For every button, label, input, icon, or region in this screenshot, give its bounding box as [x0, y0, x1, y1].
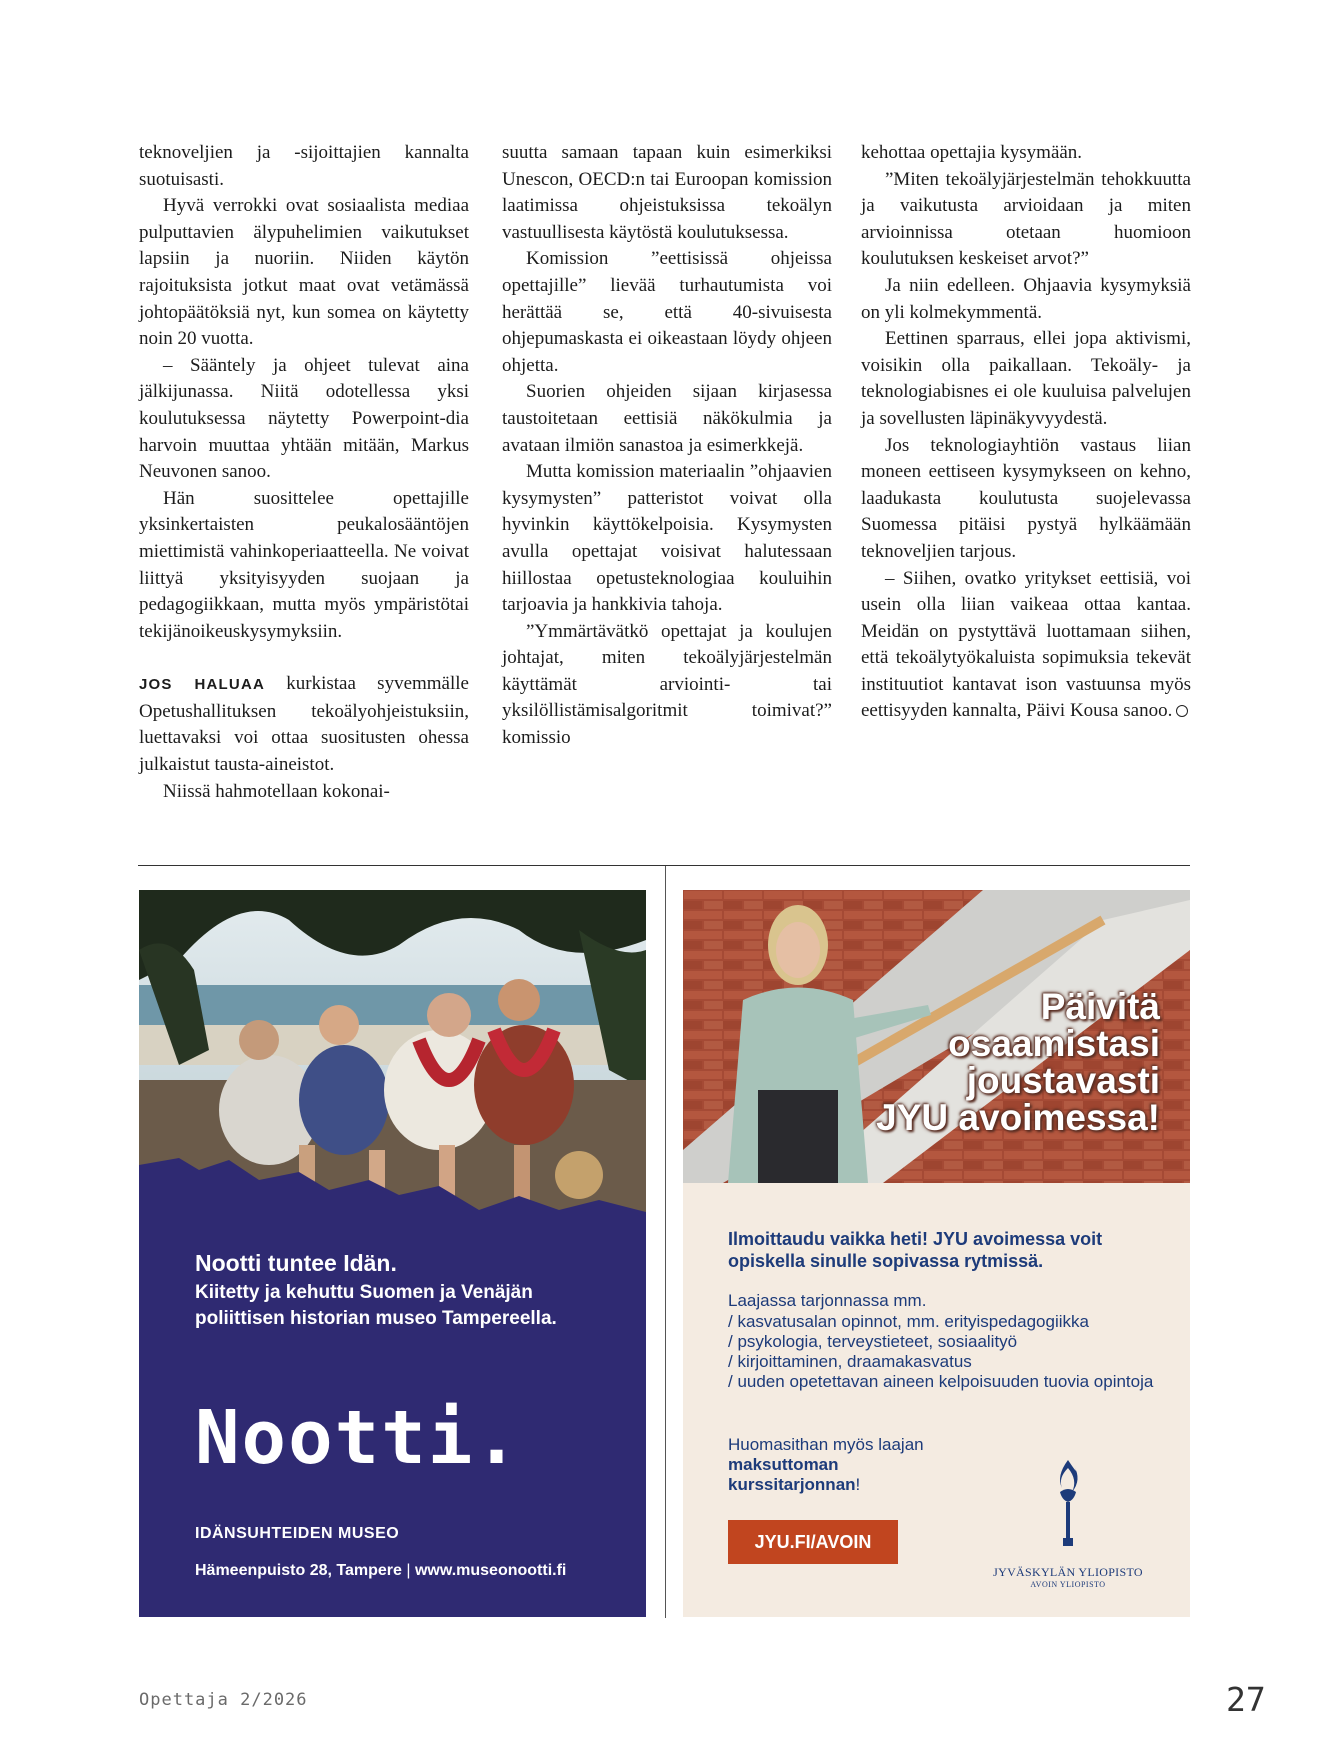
section-lead-caps: JOS HALUAA	[139, 676, 266, 694]
vertical-divider	[665, 866, 666, 1618]
paragraph: Hän suosittelee opettajille yksinkertaisten peukalosääntöjen miettimistä vahinkoperiaatteella. Ne voivat liittyä yksityisyyden suojaan ja pedagogiikkaan, mutta myös ympäristötai tekijänoikeuskysymyksiin.	[139, 487, 469, 642]
separator: |	[406, 1562, 415, 1579]
ad-photo-men-on-beach	[139, 890, 646, 1225]
nootti-museum-name: IDÄNSUHTEIDEN MUSEO	[195, 1525, 400, 1542]
list-item: / psykologia, terveystieteet, sosiaalityö	[728, 1332, 1018, 1351]
jyu-headline-line: JYU avoimessa!	[876, 1097, 1160, 1138]
jyu-link-button[interactable]: JYU.FI/AVOIN	[728, 1520, 898, 1564]
list-item: / uuden opetettavan aineen kelpoisuuden tuovia opintoja	[728, 1372, 1154, 1391]
nootti-subline: Kiitetty ja kehuttu Suomen ja Venäjän poliittisen historian museo Tampereella.	[195, 1282, 557, 1329]
magazine-issue: Opettaja 2/2026	[139, 1690, 308, 1710]
paragraph: Hyvä verrokki ovat sosiaalista mediaa pulputtavien älypuhelimien vaikutukset lapsiin ja nuoriin. Niiden käytön rajoituksista jotkut maat ovat vetämässä johtopäätöksiä nyt, kun somea on käytetty noin 20 vuotta.	[139, 195, 469, 350]
paragraph: Ja niin edelleen. Ohjaavia kysymyksiä on yli kolmekymmentä.	[861, 274, 1191, 323]
jyu-lead: Ilmoittaudu vaikka heti! JYU avoimessa voit opiskella sinulle sopivassa rytmissä.	[728, 1229, 1103, 1271]
jyu-university-sub: AVOIN YLIOPISTO	[1030, 1580, 1106, 1589]
nootti-website-link[interactable]: www.museonootti.fi	[414, 1562, 567, 1579]
paragraph: ”Miten tekoälyjärjestelmän tehokkuutta ja vaikutusta arvioidaan ja miten arvioinnissa otetaan huomioon koulutuksen keskeiset arvot?”	[861, 168, 1191, 270]
jyu-university-name: JYVÄSKYLÄN YLIOPISTO	[993, 1565, 1143, 1579]
paragraph	[861, 566, 1191, 726]
torch-icon	[1048, 1458, 1088, 1558]
paragraph-text: kurkistaa syvemmälle Opetushallituksen tekoälyohjeistuksiin, luettavaksi voi ottaa suositusten ohessa julkaistut tausta-aineistot.	[139, 673, 469, 776]
paragraph: Eettinen sparraus, ellei jopa aktivismi, voisikin olla paikallaan. Tekoäly- ja teknologiabisnes ei ole kuuluisa palvelujen ja sovellusten läpinäkyvyydestä.	[861, 328, 1191, 429]
list-item: / kasvatusalan opinnot, mm. erityispedagogiikka	[728, 1312, 1089, 1331]
jyu-logo	[983, 1458, 1153, 1589]
nootti-contact	[195, 1562, 566, 1580]
horizontal-divider	[138, 865, 1190, 866]
nootti-logo: Nootti.	[195, 1395, 521, 1481]
nootti-headline: Nootti tuntee Idän.	[195, 1250, 397, 1276]
paragraph: Suorien ohjeiden sijaan kirjasessa taustoitetaan eettisiä näkökulmia ja avataan ilmiön sanastoa ja esimerkkejä.	[502, 381, 832, 456]
paragraph: Mutta komission materiaalin ”ohjaavien kysymysten” patteristot voivat olla hyvinkin käyttökelpoisia. Kysymysten avulla opettajat voisivat halutessaan hiillostaa opetusteknologiaa kouluihin tarjoavia ja hankkivia tahoja.	[502, 461, 832, 616]
paragraph-section-lead	[139, 671, 469, 778]
nootti-address: Hämeenpuisto 28, Tampere	[195, 1562, 402, 1579]
article-column-1	[139, 140, 469, 805]
end-mark-icon	[1176, 705, 1188, 717]
page-number: 27	[1226, 1680, 1266, 1719]
jyu-offer-list	[728, 1312, 1158, 1392]
jyu-note	[728, 1435, 948, 1495]
paragraph: Niissä hahmotellaan kokonai-	[163, 780, 390, 802]
jyu-intro: Laajassa tarjonnassa mm.	[728, 1291, 927, 1310]
paragraph: Jos teknologiayhtiön vastaus liian moneen eettiseen kysymykseen on kehno, laadukasta koulutusta suojelevassa Suomessa pitäisi pystyä hylkäämään teknoveljien tarjous.	[861, 434, 1191, 562]
ad-nootti-museum[interactable]	[139, 890, 646, 1617]
jyu-headline-line: Päivitä	[1040, 986, 1160, 1027]
jyu-headline	[876, 988, 1160, 1136]
article-column-3	[861, 140, 1191, 725]
note-end: !	[855, 1475, 861, 1494]
paragraph: teknoveljien ja -sijoittajien kannalta suotuisasti.	[139, 142, 469, 190]
jyu-headline-line: osaamistasi	[948, 1023, 1160, 1064]
jyu-headline-line: joustavasti	[966, 1060, 1160, 1101]
paragraph: suutta samaan tapaan kuin esimerkiksi Unescon, OECD:n tai Euroopan komission laatimissa ohjeistuksissa tekoälyn vastuullisesta käytöstä koulutuksessa.	[502, 142, 832, 243]
article-column-2	[502, 140, 832, 752]
ad-jyu-avoin[interactable]	[683, 890, 1190, 1617]
list-item: / kirjoittaminen, draamakasvatus	[728, 1352, 972, 1371]
paragraph: ”Ymmärtävätkö opettajat ja koulujen johtajat, miten tekoälyjärjestelmän käyttämät arviointi- tai yksilöllistämisalgoritmit toimivat?” komissio	[502, 620, 832, 749]
note-text: Huomasithan myös laajan	[728, 1435, 924, 1454]
paragraph: – Sääntely ja ohjeet tulevat aina jälkijunassa. Niitä odotellessa yksi koulutuksessa näytetty Powerpoint-dia harvoin muuttaa yhtään mitään, Markus Neuvonen sanoo.	[139, 354, 469, 483]
paragraph-text: – Siihen, ovatko yritykset eettisiä, voi usein olla liian vaikeaa ottaa kantaa. Meidän on pystyttävä luottamaan siihen, että tekoälytyökaluista sopimuksia tekevät instituutiot kantavat ison vastuunsa myös eettisyyden kannalta, Päivi Kousa sanoo.	[861, 567, 1191, 722]
note-bold: maksuttoman kurssitarjonnan	[728, 1455, 856, 1494]
paragraph: kehottaa opettajia kysymään.	[861, 142, 1083, 163]
paragraph: Komission ”eettisissä ohjeissa opettajille” lievää turhautumista voi herättää se, että 40-sivuisesta ohjepumaskasta ei oikeastaan löydy ohjeen ohjetta.	[502, 248, 832, 376]
